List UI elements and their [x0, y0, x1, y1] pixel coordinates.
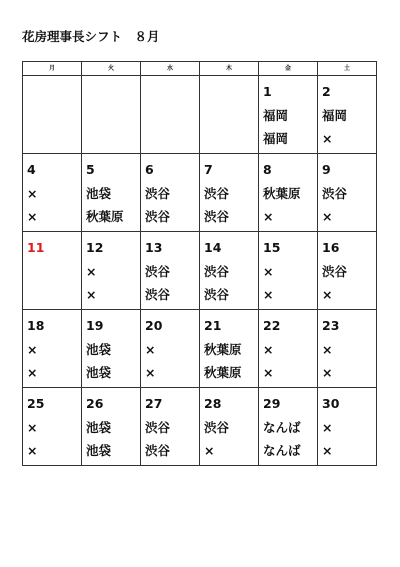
shift-slot: 渋谷	[204, 185, 230, 201]
day-cell	[318, 154, 377, 232]
day-number	[86, 80, 140, 104]
shift-slot: ×	[322, 287, 333, 302]
day-number: 15	[263, 240, 281, 255]
day-cell	[259, 76, 318, 154]
day-cell	[200, 154, 259, 232]
shift-slot: ×	[322, 443, 333, 458]
day-number	[204, 80, 258, 104]
shift-slot: 池袋	[86, 443, 112, 458]
week-row	[23, 76, 377, 154]
day-cell	[23, 76, 82, 154]
day-number: 20	[145, 318, 163, 333]
day-cell	[259, 310, 318, 388]
day-number: 21	[204, 318, 222, 333]
day-cell	[200, 232, 259, 310]
shift-slot: ×	[322, 419, 333, 435]
day-cell	[141, 310, 200, 388]
shift-slot: 渋谷	[204, 209, 230, 224]
shift-slot: ×	[27, 443, 38, 458]
shift-slot: ×	[27, 341, 38, 357]
shift-slot: ×	[263, 287, 274, 302]
day-cell	[82, 310, 141, 388]
shift-slot: ×	[86, 263, 97, 279]
day-cell	[23, 154, 82, 232]
day-number: 18	[27, 318, 45, 333]
day-cell	[259, 232, 318, 310]
day-cell	[200, 76, 259, 154]
day-cell	[200, 388, 259, 466]
weekday-mon: 月	[23, 62, 82, 76]
day-number: 19	[86, 318, 104, 333]
shift-slot: ×	[86, 287, 97, 302]
shift-slot	[86, 104, 140, 128]
day-cell	[318, 310, 377, 388]
shift-slot	[27, 104, 81, 128]
weekday-header-row	[23, 62, 377, 76]
shift-slot: ×	[263, 341, 274, 357]
shift-slot: ×	[263, 365, 274, 380]
shift-slot: 秋葉原	[204, 365, 242, 380]
shift-slot	[204, 104, 258, 128]
day-cell	[318, 76, 377, 154]
shift-slot: 池袋	[86, 341, 112, 357]
shift-slot	[27, 127, 81, 151]
shift-slot: 秋葉原	[204, 341, 242, 357]
week-row	[23, 388, 377, 466]
day-cell	[23, 310, 82, 388]
shift-slot	[86, 127, 140, 151]
shift-slot: ×	[322, 131, 333, 146]
day-number: 8	[263, 162, 272, 177]
shift-slot: 渋谷	[145, 209, 171, 224]
day-number: 5	[86, 162, 95, 177]
day-number: 7	[204, 162, 213, 177]
shift-slot: ×	[27, 419, 38, 435]
shift-slot: 福岡	[263, 131, 289, 146]
shift-slot: 福岡	[263, 107, 289, 123]
shift-slot	[27, 283, 81, 307]
day-number: 2	[322, 84, 331, 99]
shift-slot: なんば	[263, 419, 301, 435]
day-cell	[259, 154, 318, 232]
shift-slot: ×	[322, 209, 333, 224]
day-cell	[141, 154, 200, 232]
day-cell	[318, 388, 377, 466]
day-number: 25	[27, 396, 45, 411]
day-cell	[82, 76, 141, 154]
shift-slot: 渋谷	[145, 287, 171, 302]
day-number: 28	[204, 396, 222, 411]
day-number: 29	[263, 396, 281, 411]
shift-slot: 渋谷	[204, 419, 230, 435]
shift-slot: なんば	[263, 443, 301, 458]
day-number: 26	[86, 396, 104, 411]
day-number: 13	[145, 240, 163, 255]
shift-slot: ×	[27, 185, 38, 201]
shift-slot: ×	[263, 263, 274, 279]
shift-slot: 渋谷	[322, 185, 348, 201]
day-cell	[23, 232, 82, 310]
day-number: 30	[322, 396, 340, 411]
shift-slot: ×	[322, 365, 333, 380]
day-cell	[141, 76, 200, 154]
shift-slot: ×	[145, 365, 156, 380]
shift-slot: ×	[145, 341, 156, 357]
shift-slot	[145, 104, 199, 128]
shift-slot: 渋谷	[145, 263, 171, 279]
shift-slot: ×	[263, 209, 274, 224]
weekday-thu: 木	[200, 62, 259, 76]
shift-slot: 渋谷	[145, 443, 171, 458]
shift-calendar	[22, 61, 377, 466]
day-number: 14	[204, 240, 222, 255]
day-number: 6	[145, 162, 154, 177]
day-number	[145, 80, 199, 104]
week-row	[23, 232, 377, 310]
day-number: 16	[322, 240, 340, 255]
day-cell	[82, 154, 141, 232]
shift-slot: ×	[322, 341, 333, 357]
shift-slot: 池袋	[86, 365, 112, 380]
day-cell	[259, 388, 318, 466]
shift-slot: 福岡	[322, 107, 348, 123]
week-row	[23, 154, 377, 232]
shift-slot: 渋谷	[204, 287, 230, 302]
shift-slot: ×	[204, 443, 215, 458]
day-cell	[318, 232, 377, 310]
day-number: 9	[322, 162, 331, 177]
shift-slot	[204, 127, 258, 151]
weekday-wed: 水	[141, 62, 200, 76]
day-number-holiday: 11	[27, 240, 45, 255]
day-number: 12	[86, 240, 104, 255]
weekday-sat: 土	[318, 62, 377, 76]
shift-slot: 渋谷	[145, 419, 171, 435]
day-number: 4	[27, 162, 36, 177]
shift-slot: ×	[27, 209, 38, 224]
day-cell	[141, 388, 200, 466]
day-cell	[82, 388, 141, 466]
weekday-fri: 金	[259, 62, 318, 76]
shift-slot: 秋葉原	[86, 209, 124, 224]
day-number: 1	[263, 84, 272, 99]
shift-slot: 秋葉原	[263, 185, 301, 201]
week-row	[23, 310, 377, 388]
shift-slot: ×	[27, 365, 38, 380]
shift-slot: 渋谷	[204, 263, 230, 279]
day-cell	[200, 310, 259, 388]
day-cell	[23, 388, 82, 466]
day-cell	[141, 232, 200, 310]
day-cell	[82, 232, 141, 310]
shift-slot: 池袋	[86, 185, 112, 201]
shift-slot: 渋谷	[145, 185, 171, 201]
day-number: 27	[145, 396, 163, 411]
day-number: 22	[263, 318, 281, 333]
weekday-tue: 火	[82, 62, 141, 76]
day-number: 23	[322, 318, 340, 333]
shift-slot: 池袋	[86, 419, 112, 435]
day-number	[27, 80, 81, 104]
shift-slot: 渋谷	[322, 263, 348, 279]
page-title: 花房理事長シフト ８月	[22, 29, 160, 44]
shift-slot	[145, 127, 199, 151]
shift-slot	[27, 260, 81, 284]
